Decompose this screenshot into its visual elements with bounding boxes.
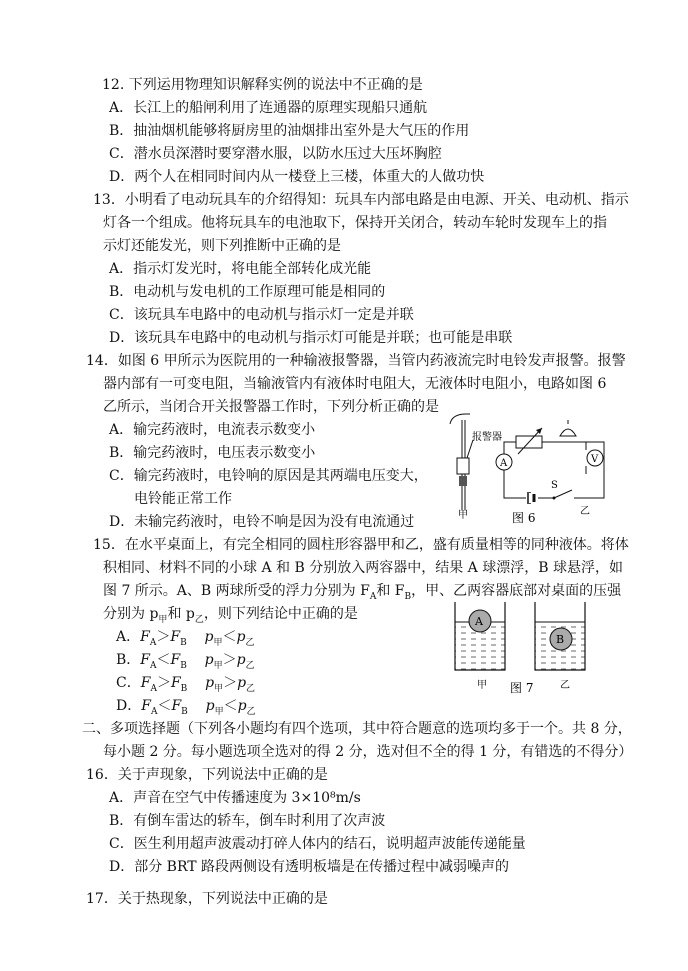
q12-option-d: D．两个人在相同时间内从一楼登上三楼，体重大的人做功快 bbox=[109, 169, 485, 185]
q16-stem: 16．关于声现象，下列说法中正确的是 bbox=[86, 767, 328, 783]
q15-option-c: C．$F_A>F_B$ $p_甲>p_乙$ bbox=[116, 675, 256, 694]
q15-option-a: A．$F_A>F_B$ $p_甲<p_乙$ bbox=[116, 629, 255, 648]
q12-option-b: B．抽油烟机能够将厨房里的油烟排出室外是大气压的作用 bbox=[109, 123, 470, 139]
voltmeter-label: V bbox=[591, 454, 599, 465]
q14-option-c: C．输完药液时，电铃响的原因是其两端电压变大， bbox=[109, 468, 428, 484]
figure6-caption: 图 6 bbox=[512, 511, 536, 525]
q17-stem: 17．关于热现象，下列说法中正确的是 bbox=[86, 891, 328, 907]
q14-option-b: B．输完药液时，电压表示数变小 bbox=[109, 445, 316, 461]
label-yi-7: 乙 bbox=[560, 680, 570, 691]
q14-option-a: A．输完药液时，电流表示数变小 bbox=[109, 422, 316, 438]
label-yi-6: 乙 bbox=[580, 506, 590, 517]
q14-option-d: D．未输完药液时，电铃不响是因为没有电流通过 bbox=[109, 514, 415, 530]
q16-option-a: A．声音在空气中传播速度为 3×10⁸m/s bbox=[109, 790, 361, 806]
label-device: 报警器 bbox=[472, 432, 502, 443]
q15-option-d: D．$F_A<F_B$ $p_甲<p_乙$ bbox=[116, 698, 256, 717]
q15-stem-line1: 15．在水平桌面上，有完全相同的圆柱形容器甲和乙，盛有质量相等的同种液体。将体 bbox=[93, 537, 629, 553]
q13-option-c: C．该玩具车电路中的电动机与指示灯一定是并联 bbox=[109, 307, 414, 323]
q12-stem: 12. 下列运用物理知识解释实例的说法中不正确的是 bbox=[102, 77, 423, 93]
q13-stem-line2: 灯各一个组成。他将玩具车的电池取下，保持开关闭合，转动车轮时发现车上的指 bbox=[103, 215, 607, 231]
q16-option-d: D．部分 BRT 路段两侧设有透明板墙是在传播过程中减弱噪声的 bbox=[109, 859, 510, 875]
q12-option-a: A．长江上的船闸利用了连通器的原理实现船只通航 bbox=[109, 100, 428, 116]
q13-stem-line1: 13．小明看了电动玩具车的介绍得知：玩具车内部电路是由电源、开关、电动机、指示 bbox=[93, 192, 629, 208]
label-jia-6: 甲 bbox=[458, 510, 468, 521]
q16-option-b: B．有倒车雷达的轿车，倒车时利用了次声波 bbox=[109, 813, 386, 829]
label-jia-7: 甲 bbox=[477, 680, 487, 691]
q14-stem-line1: 14．如图 6 甲所示为医院用的一种输液报警器，当管内药液流完时电铃发声报警。报警 bbox=[86, 353, 626, 369]
figure-7 bbox=[440, 600, 610, 705]
q13-option-a: A．指示灯发光时，将电能全部转化成光能 bbox=[109, 261, 372, 277]
section2-line1: 二、多项选择题（下列各小题均有四个选项，其中符合题意的选项均多于一个。共 8 分， bbox=[82, 721, 632, 737]
q14-stem-line2: 器内部有一可变电阻，当输液管内有液体时电阻大，无液体时电阻小，电路如图 6 bbox=[103, 376, 607, 392]
q15-stem-line2: 积相同、材料不同的小球 A 和 B 分别放入两容器中，结果 A 球漂浮，B 球悬浮，如 bbox=[103, 560, 623, 576]
q14-option-c-cont: 电铃能正常工作 bbox=[134, 491, 232, 507]
q13-stem-line3: 示灯还能发光，则下列推断中正确的是 bbox=[103, 238, 341, 254]
q15-stem-line3: 图 7 所示。A、B 两球所受的浮力分别为 $F_A$和 $F_B$，甲、乙两容器底部对桌面的压强 bbox=[103, 583, 622, 602]
q13-option-d: D．该玩具车电路中的电动机与指示灯可能是并联；也可能是串联 bbox=[109, 330, 513, 346]
q15-option-b: B．$F_A<F_B$ $p_甲>p_乙$ bbox=[116, 652, 255, 671]
q13-option-b: B．电动机与发电机的工作原理可能是相同的 bbox=[109, 284, 386, 300]
section2-line2: 每小题 2 分。每小题选项全选对的得 2 分，选对但不全的得 1 分，有错选的不得分） bbox=[103, 744, 633, 760]
figure7-caption: 图 7 bbox=[510, 681, 534, 695]
q12-option-c: C．潜水员深潜时要穿潜水服，以防水压过大压坏胸腔 bbox=[109, 146, 442, 162]
alarm-box bbox=[457, 458, 469, 474]
q14-stem-line3: 乙所示，当闭合开关报警器工作时，下列分析正确的是 bbox=[103, 399, 439, 415]
ammeter-label: A bbox=[500, 458, 508, 469]
switch-label: S bbox=[551, 480, 558, 491]
q16-option-c: C．医生利用超声波震动打碎人体内的结石，说明超声波能传递能量 bbox=[109, 836, 526, 852]
ball-a-label: A bbox=[475, 615, 483, 628]
bell-icon bbox=[560, 429, 576, 436]
figure-6 bbox=[440, 410, 610, 535]
drip-chamber bbox=[459, 476, 467, 486]
tube-line bbox=[450, 414, 470, 424]
q15-stem-line4: 分别为 $p_甲$和 $p_乙$，则下列结论中正确的是 bbox=[103, 606, 358, 625]
ball-b-label: B bbox=[556, 633, 565, 646]
